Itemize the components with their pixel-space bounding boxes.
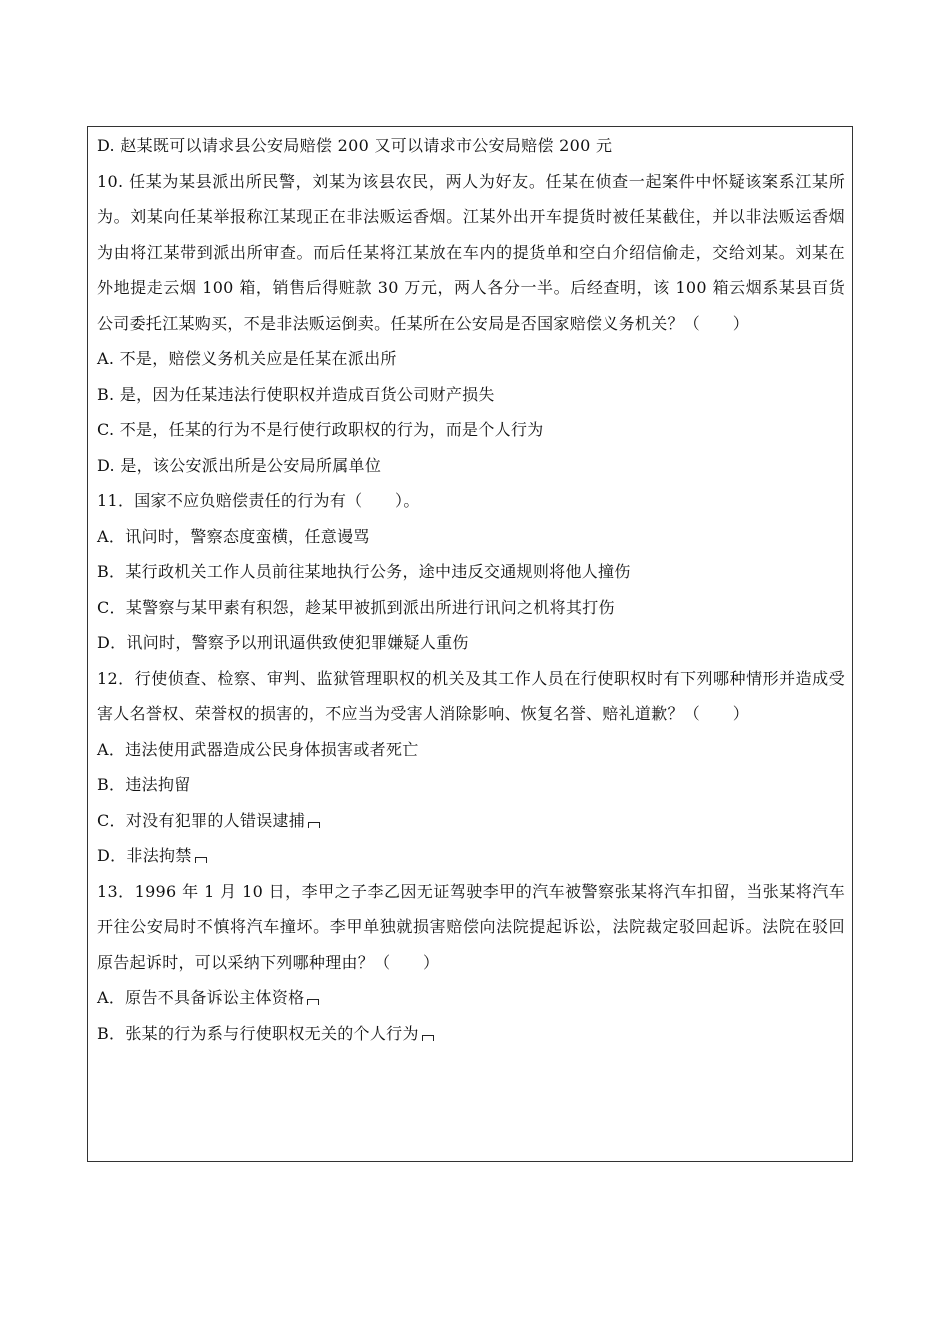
- question-10: [97, 164, 845, 342]
- option-12d: [97, 838, 845, 874]
- question-13-text: 13．1996 年 1 月 10 日，李甲之子李乙因无证驾驶李甲的汽车被警察张某将汽车扣留，当张某将汽车开往公安局时不慎将汽车撞坏。李甲单独就损害赔偿向法院提起诉讼，法院裁定驳回起诉。法院在驳回原告起诉时，可以采纳下列哪种理由？（ ）: [97, 881, 845, 972]
- option-11c: C．某警察与某甲素有积怨，趁某甲被抓到派出所进行讯问之机将其打伤: [97, 597, 615, 617]
- question-10-text: 10. 任某为某县派出所民警，刘某为该县农民，两人为好友。任某在侦查一起案件中怀疑该案系江某所为。刘某向任某举报称江某现正在非法贩运香烟。江某外出开车提货时被任某截住，并以非法贩运香烟为由将江某带到派出所审查。而后任某将江某放在车内的提货单和空白介绍信偷走，交给刘某。刘某在外地提走云烟 100 箱，销售后得赃款 30 万元，两人各分一半。后经查明，该 100 箱云烟系某县百货公司委托江某购买，不是非法贩运倒卖。任某所在公安局是否国家赔偿义务机关？（ ）: [97, 171, 845, 333]
- option-13b-text: B．张某的行为系与行使职权无关的个人行为: [97, 1023, 419, 1043]
- option-12c: [97, 803, 845, 839]
- question-12: [97, 661, 845, 732]
- format-mark-icon: [308, 822, 320, 828]
- option-12c-text: C．对没有犯罪的人错误逮捕: [97, 810, 306, 830]
- option-10a: A. 不是，赔偿义务机关应是任某在派出所: [97, 349, 397, 368]
- option-10d: D. 是，该公安派出所是公安局所属单位: [97, 455, 382, 475]
- option-10c: C. 不是，任某的行为不是行使行政职权的行为，而是个人行为: [97, 420, 544, 439]
- option-11b: B．某行政机关工作人员前往某地执行公务，途中违反交通规则将他人撞伤: [97, 562, 631, 581]
- option-12a: A．违法使用武器造成公民身体损害或者死亡: [97, 739, 419, 759]
- format-mark-icon: [307, 999, 319, 1005]
- option-12b: B．违法拘留: [97, 775, 191, 794]
- option-11a: A．讯问时，警察态度蛮横，任意谩骂: [97, 526, 370, 546]
- question-12-text: 12．行使侦查、检察、审判、监狱管理职权的机关及其工作人员在行使职权时有下列哪种情形并造成受害人名誉权、荣誉权的损害的，不应当为受害人消除影响、恢复名誉、赔礼道歉？（ ）: [97, 668, 845, 723]
- document-body: [97, 128, 845, 1051]
- option-11d: D．讯问时，警察予以刑讯逼供致使犯罪嫌疑人重伤: [97, 633, 469, 652]
- option-10b: B. 是，因为任某违法行使职权并造成百货公司财产损失: [97, 384, 495, 404]
- option-13a-text: A．原告不具备诉讼主体资格: [97, 988, 305, 1007]
- question-13: [97, 874, 845, 981]
- option-9d: D. 赵某既可以请求县公安局赔偿 200 又可以请求市公安局赔偿 200 元: [97, 136, 613, 155]
- question-11: 11．国家不应负赔偿责任的行为有（ ）。: [97, 491, 420, 510]
- option-13b: [97, 1016, 845, 1052]
- option-13a: [97, 980, 845, 1016]
- format-mark-icon: [195, 857, 207, 863]
- option-12d-text: D．非法拘禁: [97, 846, 192, 865]
- format-mark-icon: [422, 1035, 434, 1041]
